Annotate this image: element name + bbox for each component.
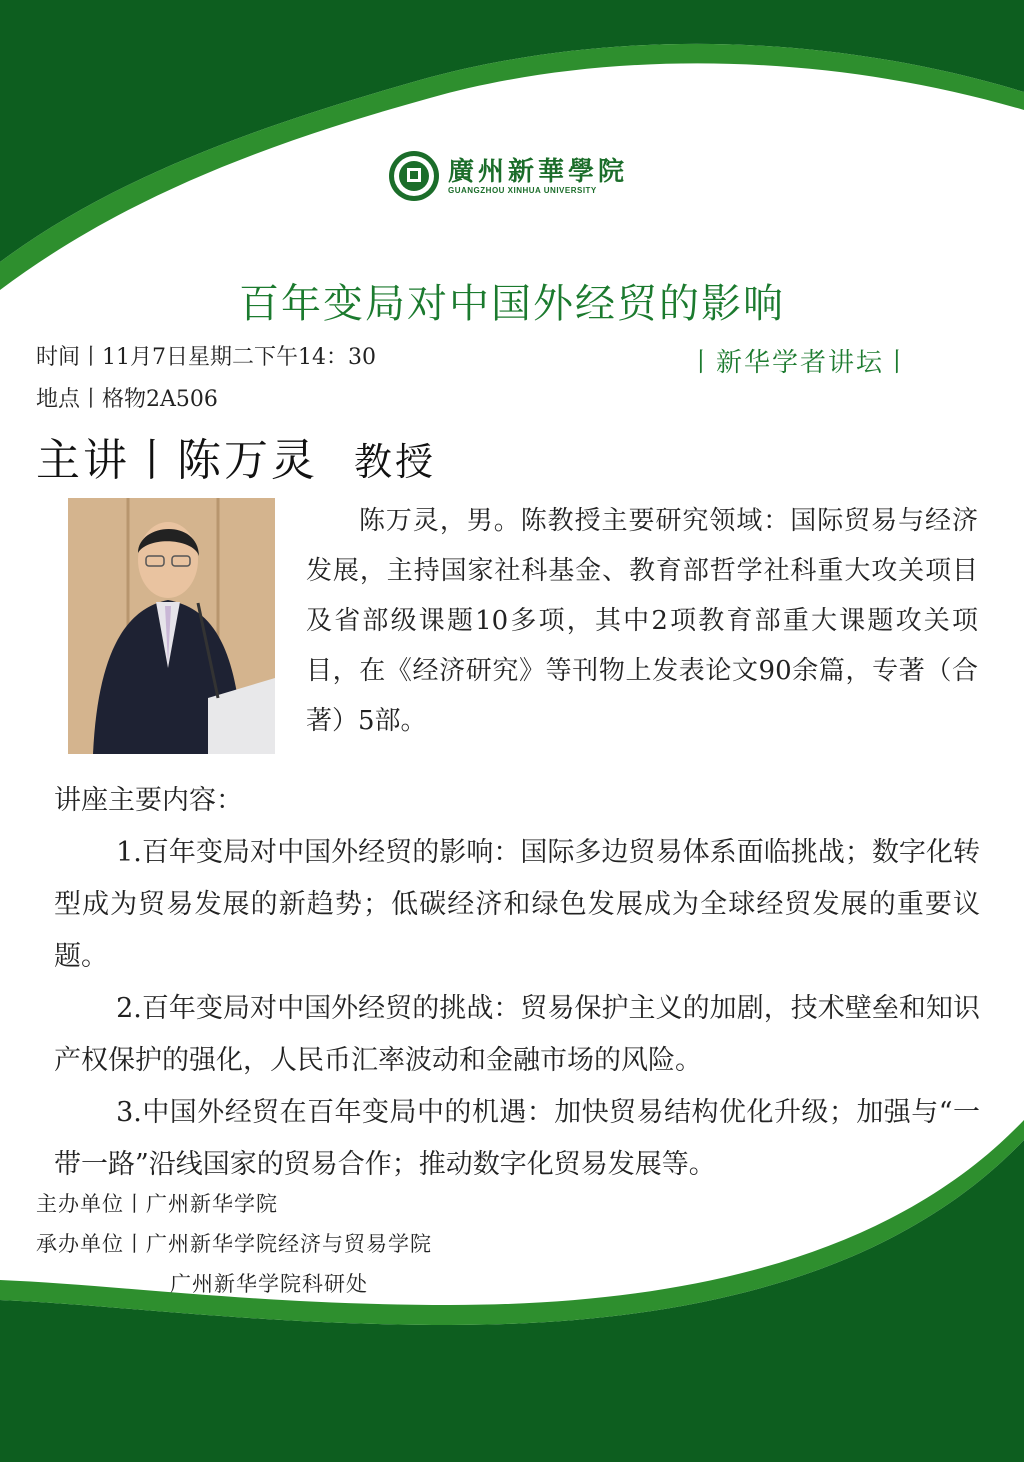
co-host-organizer-2: 广州新华学院科研处 (170, 1272, 368, 1296)
lecture-place: 地点丨格物2A506 (36, 387, 218, 412)
speaker-heading (36, 424, 436, 488)
lecture-time: 时间丨11月7日星期二下午14：30 (36, 345, 376, 370)
speaker-name: 主讲丨陈万灵 (36, 435, 318, 486)
lecture-title: 百年变局对中国外经贸的影响 (239, 281, 785, 327)
university-seal-icon (388, 150, 440, 202)
co-host-organizer: 承办单位丨广州新华学院经济与贸易学院 (36, 1232, 432, 1256)
logo-english-name: GUANGZHOU XINHUA UNIVERSITY (448, 185, 597, 195)
speaker-photo (68, 498, 275, 754)
host-organizer: 主办单位丨广州新华学院 (36, 1192, 278, 1216)
content-heading: 讲座主要内容： (54, 785, 243, 816)
speaker-rank: 教授 (354, 440, 437, 484)
content-item-1: 1.百年变局对中国外经贸的影响：国际多边贸易体系面临挑战；数字化转型成为贸易发展的新趋势；低碳经济和绿色发展成为全球经贸发展的重要议题。 (54, 837, 980, 972)
speaker-bio (306, 496, 978, 746)
lecture-content (54, 775, 980, 1191)
speaker-bio-text: 陈万灵，男。陈教授主要研究领域：国际贸易与经济发展，主持国家社科基金、教育部哲学社科重大攻关项目及省部级课题10多项，其中2项教育部重大课题攻关项目，在《经济研究》等刊物上发表论文90余篇，专著（合著）5部。 (306, 506, 978, 736)
content-item-2: 2.百年变局对中国外经贸的挑战：贸易保护主义的加剧，技术壁垒和知识产权保护的强化，人民币汇率波动和金融市场的风险。 (54, 993, 980, 1076)
logo-chinese-name: 廣州新華學院 (448, 156, 629, 187)
forum-name: 丨新华学者讲坛丨 (688, 348, 913, 378)
university-logo (388, 150, 628, 202)
content-item-3: 3.中国外经贸在百年变局中的机遇：加快贸易结构优化升级；加强与“一带一路”沿线国家的贸易合作；推动数字化贸易发展等。 (54, 1097, 980, 1180)
